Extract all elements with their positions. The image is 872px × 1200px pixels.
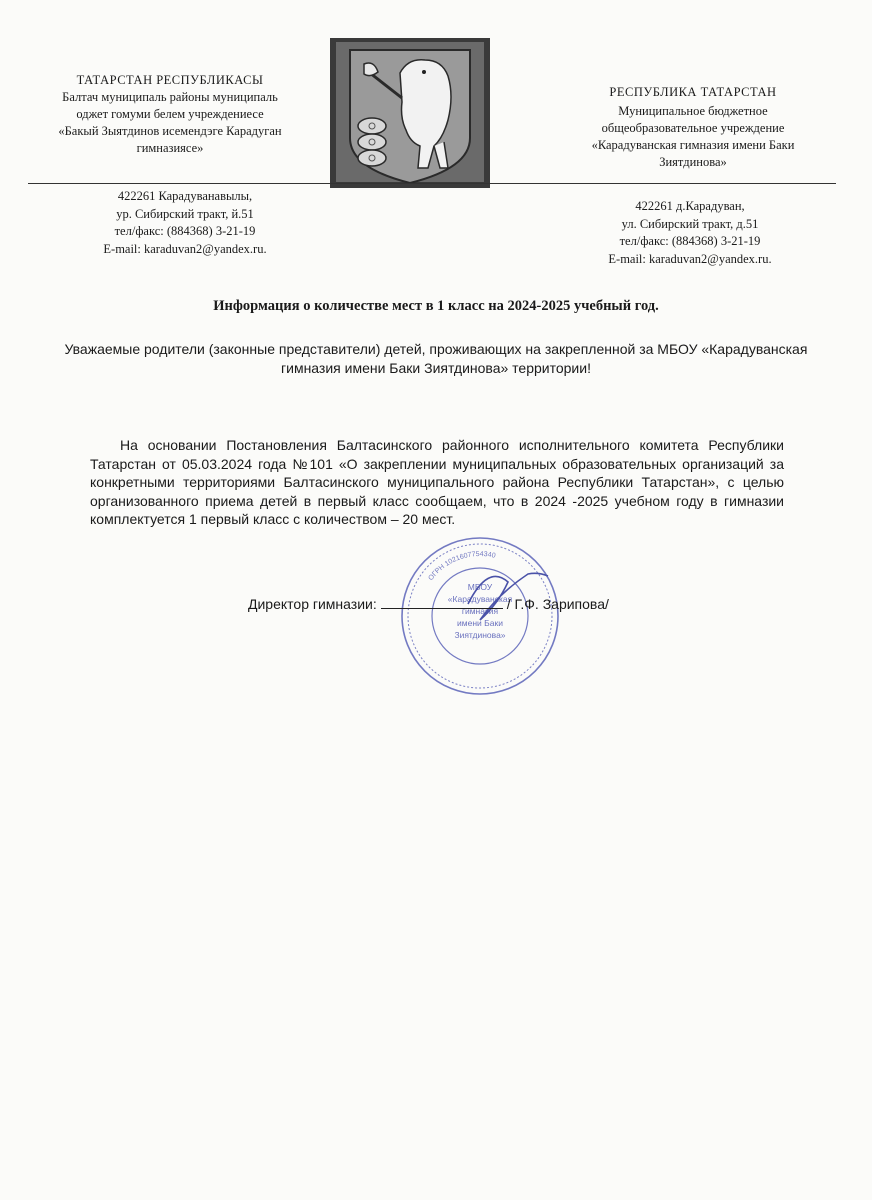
address-right-street: ул. Сибирский тракт, д.51	[621, 216, 759, 231]
official-stamp	[398, 534, 563, 699]
signature-role: Директор гимназии:	[248, 596, 377, 612]
header-left-line4: «Бакый Зыятдинов исемендэге Карадуган	[58, 124, 282, 138]
address-left-block	[70, 188, 300, 258]
stamp-ring-text: ОГРН 1021607754340	[427, 550, 497, 582]
header-right-line4: «Карадуванская гимназия имени Баки	[591, 138, 795, 152]
header-left-republic: ТАТАРСТАН РЕСПУБЛИКАСЫ	[76, 73, 264, 87]
signature-name: / Г.Ф. Зарипова/	[506, 596, 609, 612]
header-left-block	[20, 72, 320, 157]
header-right-republic: РЕСПУБЛИКА ТАТАРСТАН	[609, 85, 777, 99]
header-divider	[28, 183, 836, 184]
stamp-line-5: Зиятдинова»	[454, 630, 506, 640]
header-right-line3: общеобразовательное учреждение	[601, 121, 785, 135]
address-left-phone: тел/факс: (884368) 3-21-19	[114, 224, 256, 238]
bear-emblem-icon	[330, 38, 490, 188]
stamp-line-3: гимназия	[461, 606, 499, 616]
header-right-line5: Зиятдинова»	[659, 155, 727, 169]
header-left-line3: оджет гомуми белем учреждениесе	[76, 107, 264, 121]
address-left-postal: 422261 Карадуванавылы,	[117, 189, 253, 203]
body-paragraph: На основании Постановления Балтасинского районного исполнительного комитета Республики Татарстан от 05.03.2024 года №101 «О закреплении муниципальных образовательных организаций за конкретными территориями Балтасинского муниципального района Республики Татарстан», с целью организованного приема детей в первый класс сообщаем, что в 2024 -2025 учебном году в гимназии комплектуется 1 первый класс с количеством – 20 мест.	[90, 437, 784, 527]
round-stamp-icon	[398, 534, 563, 699]
address-right-phone: тел/факс: (884368) 3-21-19	[619, 234, 761, 248]
coat-of-arms-emblem	[330, 38, 490, 188]
header-right-line2: Муниципальное бюджетное	[618, 104, 768, 118]
address-left-email: E-mail: karaduvan2@yandex.ru.	[103, 241, 267, 256]
signature-blank-line	[381, 608, 503, 609]
address-right-block	[580, 198, 800, 268]
address-left-street: ур. Сибирский тракт, й.51	[116, 206, 254, 221]
greeting-paragraph: Уважаемые родители (законные представители) детей, проживающих на закрепленной за МБОУ «Карадуванская гимназия имени Баки Зиятдинова» территории!	[64, 341, 808, 376]
signature-line	[248, 596, 728, 612]
header-left-line2: Балтач муниципаль районы муниципаль	[62, 90, 278, 104]
address-right-postal: 422261 д.Карадуван,	[635, 199, 745, 213]
header-left-line5: гимназиясе»	[136, 141, 204, 155]
address-right-email: E-mail: karaduvan2@yandex.ru.	[608, 251, 772, 266]
stamp-line-4: имени Баки	[457, 618, 503, 628]
stamp-line-2: «Карадуванская	[447, 594, 513, 604]
svg-text:ОГРН 1021607754340	[427, 551, 496, 582]
header-right-block	[548, 84, 838, 171]
stamp-line-1: МБОУ	[467, 582, 493, 592]
document-title: Информация о количестве мест в 1 класс на 2024-2025 учебный год.	[213, 298, 659, 314]
